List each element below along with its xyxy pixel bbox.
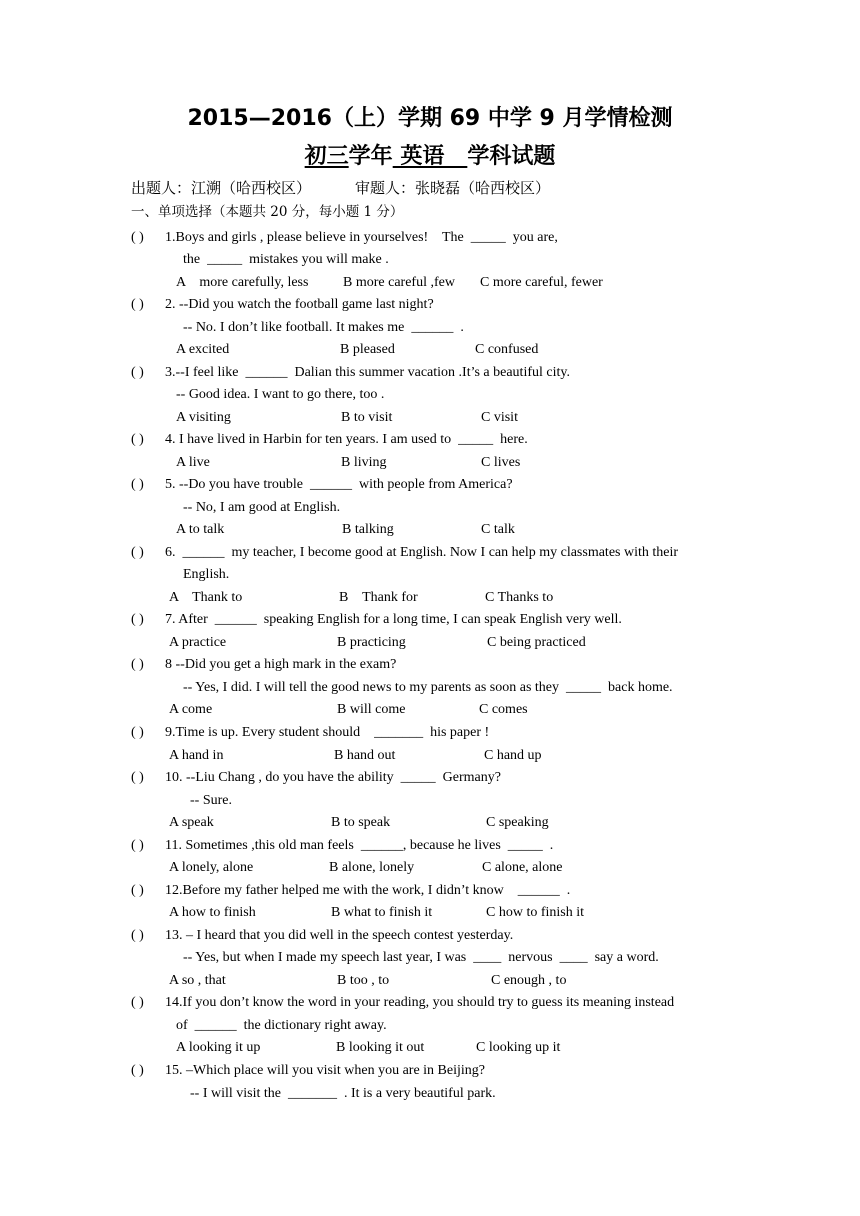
option-c: C talk xyxy=(481,522,515,537)
option-c: C speaking xyxy=(486,815,549,830)
question-stem: -- Yes, I did. I will tell the good news to my parents as soon as they _____ back home. xyxy=(183,680,673,695)
answer-blank[interactable]: ( ) xyxy=(131,477,144,492)
question-stem: English. xyxy=(183,567,230,582)
answer-blank[interactable]: ( ) xyxy=(131,230,144,245)
option-b: B practicing xyxy=(337,635,406,650)
option-b: B to visit xyxy=(341,410,393,425)
question-stem: the _____ mistakes you will make . xyxy=(183,252,389,267)
option-b: B alone, lonely xyxy=(329,860,415,875)
option-b: B Thank for xyxy=(339,590,418,605)
option-a: A looking it up xyxy=(176,1040,261,1055)
exam-authors xyxy=(131,177,550,199)
answer-blank[interactable]: ( ) xyxy=(131,883,144,898)
question-setter: 出题人：江溯（哈西校区） xyxy=(131,179,312,197)
option-a: A visiting xyxy=(176,410,231,425)
option-b: B too , to xyxy=(337,973,390,988)
question-stem: 6. ______ my teacher, I become good at English. Now I can help my classmates with their xyxy=(165,545,679,560)
option-b: B pleased xyxy=(340,342,395,357)
option-c: C alone, alone xyxy=(482,860,563,875)
answer-blank[interactable]: ( ) xyxy=(131,612,144,627)
option-c: C confused xyxy=(475,342,539,357)
question-stem: 3.--I feel like ______ Dalian this summer vacation .It’s a beautiful city. xyxy=(165,365,570,380)
answer-blank[interactable]: ( ) xyxy=(131,838,144,853)
option-a: A excited xyxy=(176,342,230,357)
option-a: A come xyxy=(169,702,213,717)
answer-blank[interactable]: ( ) xyxy=(131,297,144,312)
question-stem: 12.Before my father helped me with the work, I didn’t know ______ . xyxy=(165,883,571,898)
question-stem: 15. –Which place will you visit when you are in Beijing? xyxy=(165,1063,485,1078)
option-b: B hand out xyxy=(334,748,396,763)
question-stem: 4. I have lived in Harbin for ten years. I am used to _____ here. xyxy=(165,432,528,447)
option-a: A Thank to xyxy=(169,590,243,605)
option-c: C looking up it xyxy=(476,1040,561,1055)
option-c: C enough , to xyxy=(491,973,567,988)
year-label: 学年 xyxy=(348,144,393,169)
option-b: B more careful ,few xyxy=(343,275,455,290)
answer-blank[interactable]: ( ) xyxy=(131,725,144,740)
option-b: B living xyxy=(341,455,387,470)
option-c: C hand up xyxy=(484,748,542,763)
question-stem: 5. --Do you have trouble ______ with people from America? xyxy=(165,477,513,492)
option-a: A practice xyxy=(169,635,227,650)
question-reviewer: 审题人：张晓磊（哈西校区） xyxy=(355,179,551,197)
question-stem: 2. --Did you watch the football game last night? xyxy=(165,297,434,312)
question-stem: 8 --Did you get a high mark in the exam? xyxy=(165,657,397,672)
option-a: A how to finish xyxy=(169,905,256,920)
option-a: A more carefully, less xyxy=(176,275,309,290)
question-stem: -- I will visit the _______ . It is a very beautiful park. xyxy=(190,1086,496,1101)
question-stem: 1.Boys and girls , please believe in yourselves! The _____ you are, xyxy=(165,230,558,245)
section-heading: 一、单项选择（本题共 20 分，每小题 1 分） xyxy=(131,204,404,220)
option-c: C more careful, fewer xyxy=(480,275,603,290)
option-b: B will come xyxy=(337,702,406,717)
option-c: C how to finish it xyxy=(486,905,585,920)
option-c: C being practiced xyxy=(487,635,586,650)
option-b: B looking it out xyxy=(336,1040,425,1055)
option-a: A so , that xyxy=(169,973,226,988)
option-b: B to speak xyxy=(331,815,391,830)
question-stem: 7. After ______ speaking English for a long time, I can speak English very well. xyxy=(165,612,622,627)
exam-subtitle xyxy=(0,142,860,172)
answer-blank[interactable]: ( ) xyxy=(131,657,144,672)
paper-label: 学科试题 xyxy=(467,144,556,169)
subject-label: 英语 xyxy=(392,144,468,169)
question-stem: 10. --Liu Chang , do you have the ability _____ Germany? xyxy=(165,770,501,785)
question-stem: -- Sure. xyxy=(190,793,232,808)
question-stem: 14.If you don’t know the word in your reading, you should try to guess its meaning instead xyxy=(165,995,675,1010)
option-a: A speak xyxy=(169,815,214,830)
option-a: A hand in xyxy=(169,748,224,763)
question-stem: -- No, I am good at English. xyxy=(183,500,341,515)
answer-blank[interactable]: ( ) xyxy=(131,545,144,560)
question-stem: -- Good idea. I want to go there, too . xyxy=(176,387,385,402)
option-a: A to talk xyxy=(176,522,225,537)
question-stem: 13. – I heard that you did well in the speech contest yesterday. xyxy=(165,928,514,943)
answer-blank[interactable]: ( ) xyxy=(131,995,144,1010)
option-b: B what to finish it xyxy=(331,905,433,920)
option-c: C comes xyxy=(479,702,528,717)
answer-blank[interactable]: ( ) xyxy=(131,432,144,447)
question-stem: -- No. I don’t like football. It makes me ______ . xyxy=(183,320,464,335)
option-a: A lonely, alone xyxy=(169,860,254,875)
answer-blank[interactable]: ( ) xyxy=(131,770,144,785)
exam-title: 2015—2016（上）学期 69 中学 9 月学情检测 xyxy=(187,106,673,131)
option-b: B talking xyxy=(342,522,394,537)
option-c: C Thanks to xyxy=(485,590,554,605)
grade-label: 初三 xyxy=(304,144,349,169)
question-stem: 11. Sometimes ,this old man feels ______, because he lives _____ . xyxy=(165,838,554,853)
option-c: C lives xyxy=(481,455,521,470)
option-a: A live xyxy=(176,455,210,470)
answer-blank[interactable]: ( ) xyxy=(131,365,144,380)
question-stem: -- Yes, but when I made my speech last year, I was ____ nervous ____ say a word. xyxy=(183,950,659,965)
question-stem: of ______ the dictionary right away. xyxy=(176,1018,387,1033)
answer-blank[interactable]: ( ) xyxy=(131,928,144,943)
answer-blank[interactable]: ( ) xyxy=(131,1063,144,1078)
option-c: C visit xyxy=(481,410,518,425)
question-stem: 9.Time is up. Every student should _______ his paper ! xyxy=(165,725,490,740)
